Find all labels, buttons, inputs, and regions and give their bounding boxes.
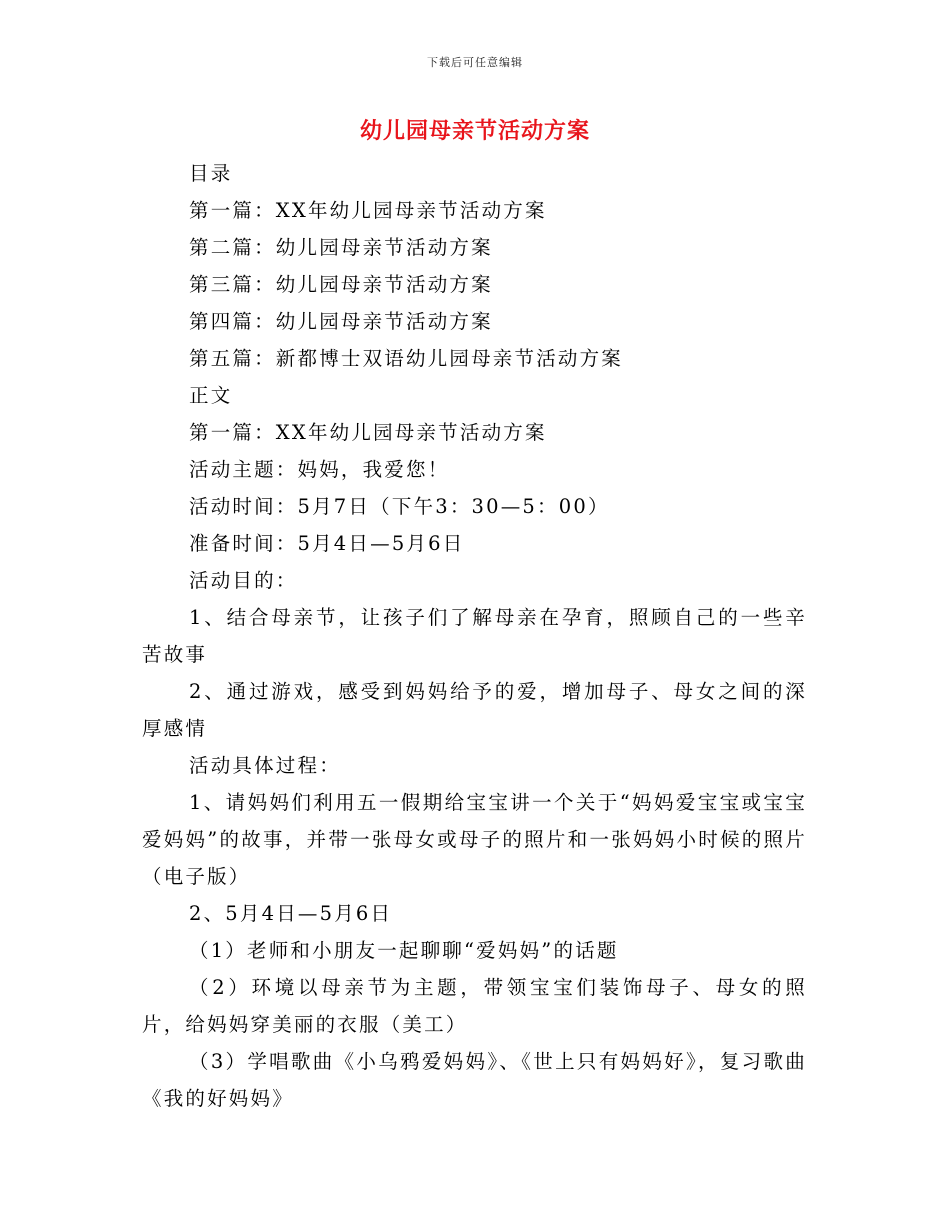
toc-item-1: 第一篇：XX年幼儿园母亲节活动方案 [189, 199, 547, 222]
header-note: 下载后可任意编辑 [427, 56, 523, 69]
prep-time: 准备时间：5月4日—5月6日 [189, 532, 465, 555]
sub-item-3: （3）学唱歌曲《小乌鸦爱妈妈》、《世上只有妈妈好》，复习歌曲《我的好妈妈》 [142, 1050, 807, 1110]
document-body [142, 155, 807, 1117]
process-item-1: 1、请妈妈们利用五一假期给宝宝讲一个关于“妈妈爱宝宝或宝宝爱妈妈”的故事，并带一张母女或母子的照片和一张妈妈小时候的照片（电子版） [142, 791, 807, 888]
toc-item-2: 第二篇：幼儿园母亲节活动方案 [189, 236, 493, 259]
goals-heading: 活动目的： [189, 569, 298, 592]
process-heading: 活动具体过程： [189, 754, 341, 777]
process-item-2: 2、5月4日—5月6日 [189, 902, 393, 925]
toc-item-3: 第三篇：幼儿园母亲节活动方案 [189, 273, 493, 296]
goal-item-1: 1、结合母亲节，让孩子们了解母亲在孕育，照顾自己的一些辛苦故事 [142, 606, 807, 666]
toc-heading: 目录 [189, 162, 233, 185]
chapter-title: 第一篇：XX年幼儿园母亲节活动方案 [189, 421, 547, 444]
goal-item-2: 2、通过游戏，感受到妈妈给予的爱，增加母子、母女之间的深厚感情 [142, 680, 807, 740]
toc-item-4: 第四篇：幼儿园母亲节活动方案 [189, 310, 493, 333]
activity-time: 活动时间：5月7日（下午3：30—5：00） [189, 495, 610, 518]
sub-item-2: （2）环境以母亲节为主题，带领宝宝们装饰母子、母女的照片，给妈妈穿美丽的衣服（美工） [142, 976, 807, 1036]
body-heading: 正文 [189, 384, 233, 407]
document-title: 幼儿园母亲节活动方案 [359, 118, 590, 144]
activity-theme: 活动主题：妈妈，我爱您！ [189, 458, 450, 481]
sub-item-1: （1）老师和小朋友一起聊聊“爱妈妈”的话题 [189, 939, 619, 962]
toc-item-5: 第五篇：新都博士双语幼儿园母亲节活动方案 [189, 347, 624, 370]
